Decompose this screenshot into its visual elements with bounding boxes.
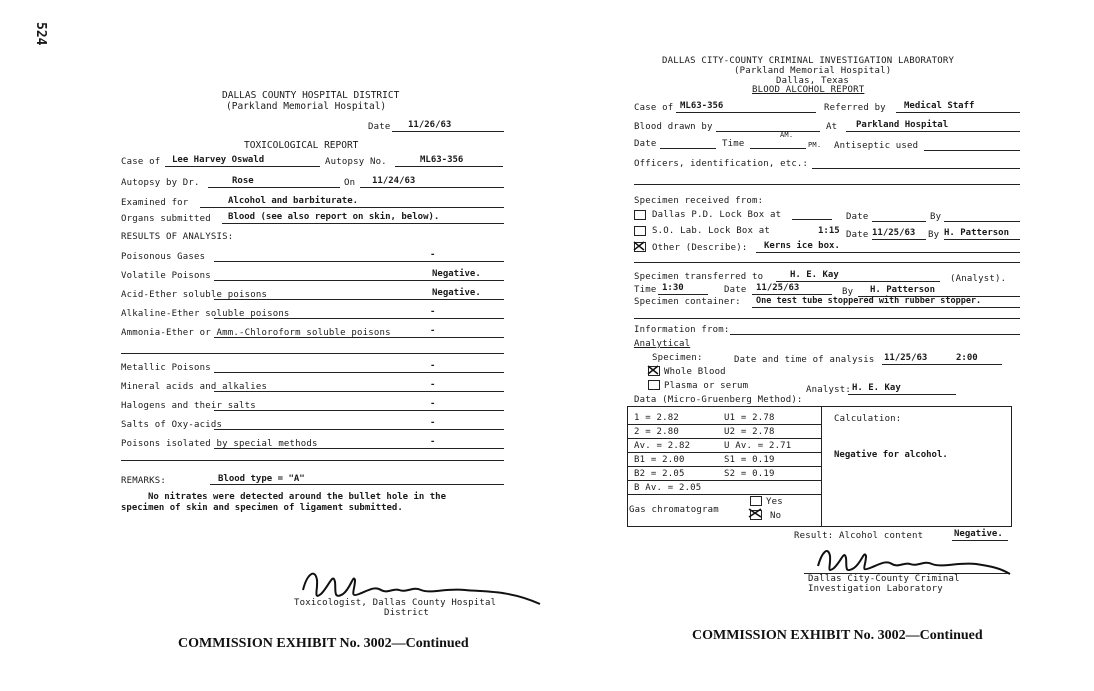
data-row-a: 2 = 2.80 <box>634 427 679 437</box>
transferred-analyst-label: (Analyst). <box>950 274 1007 284</box>
remarks-line-1: No nitrates were detected around the bullet hole in the <box>148 492 447 502</box>
analysis-date: 11/25/63 <box>884 353 928 363</box>
result-label: Result: Alcohol content <box>794 531 924 541</box>
data-row-a: B2 = 2.05 <box>634 469 685 479</box>
data-row-b: S2 = 0.19 <box>724 469 775 479</box>
analysis-row-label: Poisonous Gases <box>121 252 206 262</box>
recv1-checkbox <box>634 210 646 220</box>
analysis-time: 2:00 <box>956 353 978 363</box>
analysis-row-value: Negative. <box>432 269 481 279</box>
remarks-line-2: specimen of skin and specimen of ligament submitted. <box>121 503 403 513</box>
pm-label: PM. <box>808 141 822 149</box>
at-label: At <box>826 122 838 132</box>
left-header-1: DALLAS COUNTY HOSPITAL DISTRICT <box>222 90 400 101</box>
right-case-value: ML63-356 <box>680 101 724 111</box>
recv2-date-label: Date <box>846 230 869 240</box>
on-label: On <box>344 178 356 188</box>
remarks-label: REMARKS: <box>121 476 166 486</box>
analysis-row-value: Negative. <box>432 288 481 298</box>
analysis-row-label: Alkaline-Ether soluble poisons <box>121 309 290 319</box>
left-caption: COMMISSION EXHIBIT No. 3002—Continued <box>178 636 469 651</box>
analytical-label: Analytical <box>634 339 691 349</box>
analysis-row-label: Ammonia-Ether or Amm.-Chloroform soluble poisons <box>121 328 391 338</box>
by2-label: By <box>842 287 854 297</box>
referred-value: Medical Staff <box>904 101 975 111</box>
autopsy-by-value: Rose <box>232 176 254 186</box>
recv2-label: S.O. Lab. Lock Box at <box>652 226 770 236</box>
plasma-label: Plasma or serum <box>664 381 749 391</box>
recv2-time: 1:15 <box>818 226 840 236</box>
left-date-label: Date <box>368 122 391 132</box>
left-sig-line-2: District <box>384 608 429 618</box>
right-case-label: Case of <box>634 103 674 113</box>
transferred-label: Specimen transferred to <box>634 272 764 282</box>
analysis-row-value: - <box>430 418 436 428</box>
antiseptic-label: Antiseptic used <box>834 141 919 151</box>
calc-value: Negative for alcohol. <box>834 450 948 460</box>
analysis-row-value: - <box>430 437 436 447</box>
autopsy-by-label: Autopsy by Dr. <box>121 178 200 188</box>
left-header-2: (Parkland Memorial Hospital) <box>226 101 387 112</box>
organs-value: Blood (see also report on skin, below). <box>228 212 440 222</box>
examined-value: Alcohol and barbiturate. <box>228 196 359 206</box>
am-label: AM. <box>780 131 794 139</box>
recv2-checkbox <box>634 226 646 236</box>
left-sig-line-1: Toxicologist, Dallas County Hospital <box>294 598 497 608</box>
left-date-value: 11/26/63 <box>408 120 452 130</box>
by2-value: H. Patterson <box>870 285 936 295</box>
data-row-a: B1 = 2.00 <box>634 455 685 465</box>
analysis-row-value: - <box>430 307 436 317</box>
data-row-b: U2 = 2.78 <box>724 427 775 437</box>
analysis-row-value: - <box>430 250 436 260</box>
right-sig-line-2: Investigation Laboratory <box>808 584 943 594</box>
data-row-a: B Av. = 2.05 <box>634 483 702 493</box>
right-sig-line-1: Dallas City-County Criminal <box>808 574 960 584</box>
results-label: RESULTS OF ANALYSIS: <box>121 232 234 242</box>
yes-label: Yes <box>766 497 783 507</box>
plasma-checkbox <box>648 380 660 390</box>
date2-value: 11/25/63 <box>756 283 800 293</box>
analysis-row-value: - <box>430 361 436 371</box>
data-row-a: Av. = 2.82 <box>634 441 691 451</box>
data-row-b: U Av. = 2.71 <box>724 441 792 451</box>
recv2-by-label: By <box>928 230 940 240</box>
analysis-row-label: Acid-Ether soluble poisons <box>121 290 268 300</box>
time2-value: 1:30 <box>662 283 684 293</box>
time-label-r: Time <box>722 139 745 149</box>
right-caption: COMMISSION EXHIBIT No. 3002—Continued <box>692 628 983 643</box>
recv1-by-label: By <box>930 212 942 222</box>
analyst2-label: Analyst: <box>806 385 851 395</box>
organs-label: Organs submitted <box>121 214 211 224</box>
examined-label: Examined for <box>121 198 189 208</box>
recv2-by: H. Patterson <box>944 228 1010 238</box>
data-row-b: U1 = 2.78 <box>724 413 775 423</box>
recv1-label: Dallas P.D. Lock Box at <box>652 210 782 220</box>
container-value: One test tube stoppered with rubber stopper. <box>756 296 982 306</box>
time2-label: Time <box>634 285 657 295</box>
right-header-3: Dallas, Texas <box>776 76 850 86</box>
data-label: Data (Micro-Gruenberg Method): <box>634 395 803 405</box>
remarks-value: Blood type = "A" <box>218 474 305 484</box>
right-header-1: DALLAS CITY-COUNTY CRIMINAL INVESTIGATION LABORATORY <box>662 56 955 66</box>
analysis-row-label: Salts of Oxy-acids <box>121 420 223 430</box>
recv3-label: Other (Describe): <box>652 243 748 253</box>
case-value: Lee Harvey Oswald <box>172 155 265 165</box>
calc-label: Calculation: <box>834 414 902 424</box>
yes-checkbox <box>750 496 762 506</box>
no-label: No <box>770 511 782 521</box>
data-row-a: 1 = 2.82 <box>634 413 679 423</box>
recv1-date-label: Date <box>846 212 869 222</box>
analysis-dt-label: Date and time of analysis <box>734 355 875 365</box>
result-value: Negative. <box>954 529 1003 539</box>
page-number: 524 <box>33 22 48 46</box>
info-label: Information from: <box>634 325 730 335</box>
date2-label: Date <box>724 285 747 295</box>
gas-label: Gas chromatogram <box>629 505 719 515</box>
data-row-b: S1 = 0.19 <box>724 455 775 465</box>
specimen-label: Specimen: <box>652 353 703 363</box>
officers-label: Officers, identification, etc.: <box>634 159 809 169</box>
analysis-row-value: - <box>430 326 436 336</box>
recv2-date: 11/25/63 <box>872 228 916 238</box>
on-value: 11/24/63 <box>372 176 416 186</box>
analysis-row-value: - <box>430 399 436 409</box>
autopsy-no-value: ML63-356 <box>420 155 464 165</box>
right-header-4: BLOOD ALCOHOL REPORT <box>752 85 865 95</box>
analysis-row-value: - <box>430 380 436 390</box>
analysis-row-label: Metallic Poisons <box>121 363 211 373</box>
referred-label: Referred by <box>824 103 886 113</box>
received-label: Specimen received from: <box>634 196 764 206</box>
analysis-row-label: Halogens and their salts <box>121 401 256 411</box>
case-label: Case of <box>121 157 161 167</box>
autopsy-no-label: Autopsy No. <box>325 157 387 167</box>
at-value: Parkland Hospital <box>856 120 949 130</box>
container-label: Specimen container: <box>634 297 741 307</box>
analysis-row-label: Poisons isolated by special methods <box>121 439 318 449</box>
whole-blood-label: Whole Blood <box>664 367 726 377</box>
analyst2-value: H. E. Kay <box>852 383 901 393</box>
recv3-value: Kerns ice box. <box>764 241 840 251</box>
date-label-r: Date <box>634 139 657 149</box>
right-header-2: (Parkland Memorial Hospital) <box>734 66 892 76</box>
left-report-title: TOXICOLOGICAL REPORT <box>244 140 359 151</box>
transferred-value: H. E. Kay <box>790 270 839 280</box>
drawn-label: Blood drawn by <box>634 122 713 132</box>
analysis-row-label: Volatile Poisons <box>121 271 211 281</box>
analysis-row-label: Mineral acids and alkalies <box>121 382 268 392</box>
